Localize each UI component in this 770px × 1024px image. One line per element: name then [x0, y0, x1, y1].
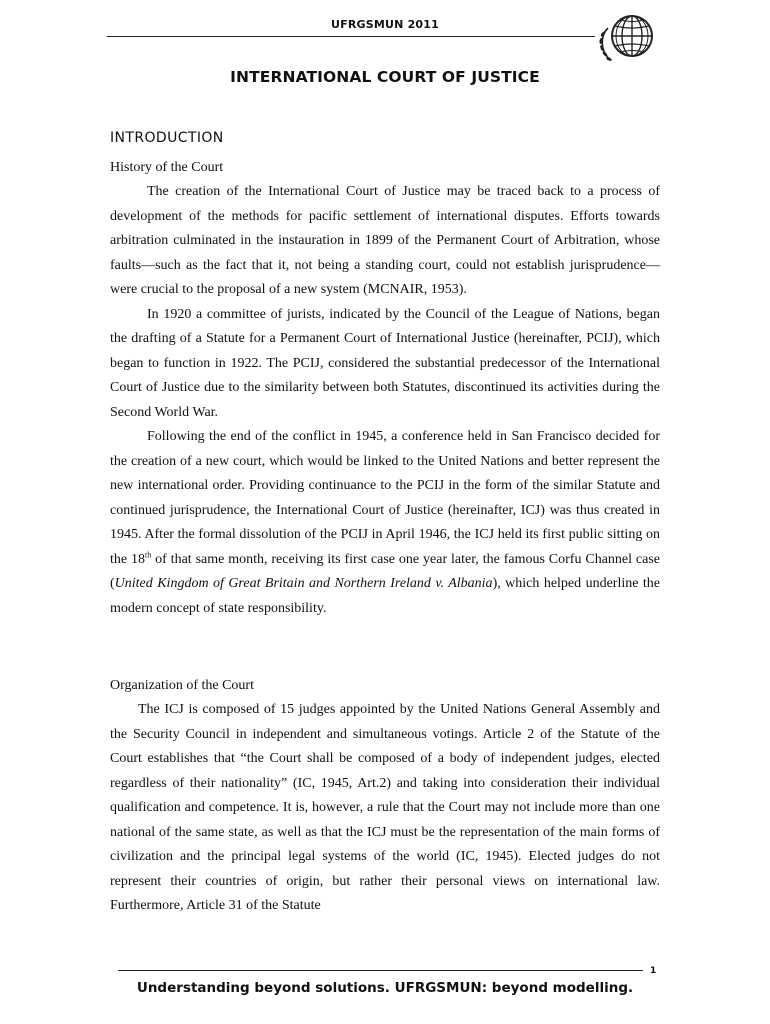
paragraph-4: The ICJ is composed of 15 judges appointed by the United Nations General Assembly and the Security Council in independent and simultaneous votings. Article 2 of the Statute of the Court establishes that “the Court shall be composed of a body of independent judges, elected regardless of their nationality” (IC, 1945, Art.2) and taking into consideration their individual qualification and competence. It is, however, a rule that the Court may not include more than one national of the same state, as well as that the ICJ must be the representation of the main forms of civilization and the principal legal systems of the world (IC, 1945). Elected judges do not represent their countries of origin, but rather their personal views on international law. Furthermore, Article 31 of the Statute: [110, 702, 660, 913]
paragraph-3-part-c: ), which helped underline the modern concept of state responsibility.: [110, 576, 660, 616]
footer-rule: [118, 970, 643, 971]
paragraph-3: [110, 425, 660, 621]
section-heading-introduction: INTRODUCTION: [110, 130, 224, 146]
ordinal-suffix: th: [145, 549, 152, 559]
header-title: UFRGSMUN 2011: [331, 18, 439, 31]
paragraph-3-part-a: Following the end of the conflict in 1945, a conference held in San Francisco decided for the creation of a new court, which would be linked to the United Nations and better represent the new international order. Providing continuance to the PCIJ in the form of the similar Statute and continued jurisprudence, the International Court of Justice (hereinafter, ICJ) was thus created in 1945. After the formal dissolution of the PCIJ in April 1946, the ICJ held its first public sitting on the 18: [110, 429, 660, 567]
subsection-history: History of the Court: [110, 160, 224, 175]
paragraph-3-part-b: of that same month, receiving its first case one year later, the famous Corfu Channel case (: [110, 551, 660, 591]
organization-body: [110, 698, 660, 919]
case-name: United Kingdom of Great Britain and Northern Ireland v. Albania: [114, 576, 493, 591]
footer-tagline: Understanding beyond solutions. UFRGSMUN: beyond modelling.: [136, 980, 634, 996]
document-title: INTERNATIONAL COURT OF JUSTICE: [230, 68, 540, 86]
globe-laurel-icon: [594, 8, 660, 68]
paragraph-1: The creation of the International Court of Justice may be traced back to a process of development of the methods for pacific settlement of international disputes. Efforts towards arbitration culminated in the instauration in 1899 of the Permanent Court of Arbitration, whose faults—such as the fact that it, not being a standing court, could not establish jurisprudence—were crucial to the proposal of a new system (MCNAIR, 1953).: [110, 184, 660, 297]
header-rule: [107, 36, 595, 37]
page-number: 1: [650, 966, 657, 976]
subsection-organization: Organization of the Court: [110, 678, 254, 693]
paragraph-2: In 1920 a committee of jurists, indicated by the Council of the League of Nations, began the drafting of a Statute for a Permanent Court of International Justice (hereinafter, PCIJ), which began to function in 1922. The PCIJ, considered the substantial predecessor of the International Court of Justice due to the similarity between both Statutes, discontinued its activities during the Second World War.: [110, 306, 660, 420]
history-body: [110, 180, 660, 621]
